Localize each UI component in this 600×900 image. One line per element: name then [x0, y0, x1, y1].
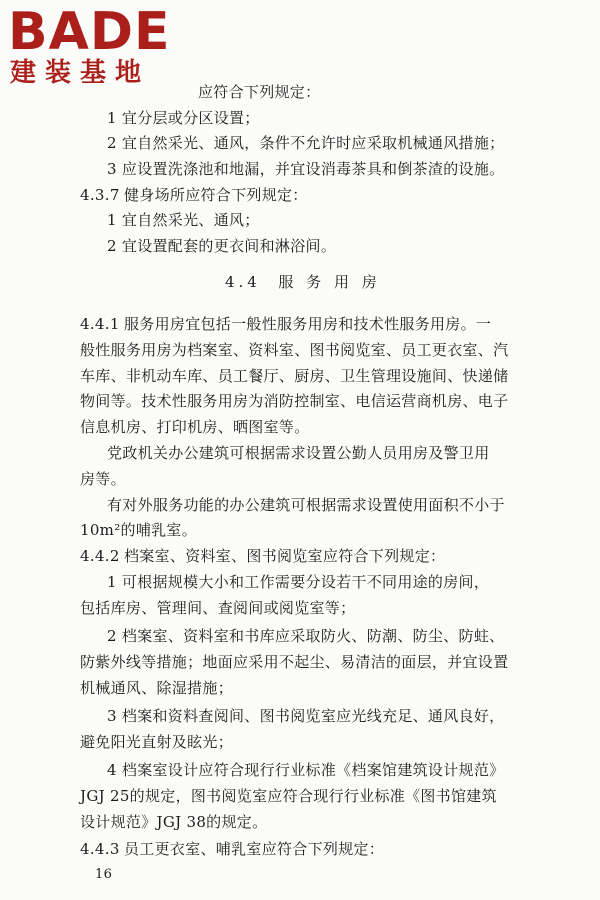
logo-text: BADE: [8, 2, 171, 62]
clause-441-para3: 10m²的哺乳室。: [80, 521, 198, 539]
clause-436-item-1: 1 宜分层或分区设置；: [107, 109, 260, 127]
clause-442-item-4: 设计规范》JGJ 38的规定。: [80, 813, 268, 831]
section-name: 服 务 用 房: [278, 273, 381, 291]
clause-442-item-3: 3 档案和资料查阅间、图书阅览室应光线充足、通风良好，: [107, 707, 505, 725]
clause-441-para2: 房等。: [80, 470, 126, 488]
page-number: 16: [95, 867, 113, 882]
clause-441-line: 物间等。技术性服务用房为消防控制室、电信运营商机房、电子: [80, 392, 509, 410]
clause-442-item-1: 包括库房、管理间、查阅间或阅览室等；: [80, 599, 356, 617]
clause-437-item-1: 1 宜自然采光、通风；: [107, 211, 260, 229]
clause-442-item-2: 2 档案室、资料室和书库应采取防火、防潮、防尘、防蛀、: [107, 627, 505, 645]
section-number: 4.4: [225, 273, 261, 291]
logo-subtitle: 建装基地: [10, 58, 151, 88]
section-title: [225, 272, 381, 292]
clause-437-item-2: 2 宜设置配套的更衣间和淋浴间。: [107, 237, 337, 255]
clause-442-item-2: 机械通风、除湿措施；: [80, 679, 234, 697]
clause-441-para3: 有对外服务功能的办公建筑可根据需求设置使用面积不小于: [107, 496, 505, 514]
clause-441: [80, 314, 491, 334]
clause-441-line: 服务用房宜包括一般性服务用房和技术性服务用房。一: [124, 315, 492, 333]
clause-442-number: 4.4.2: [80, 547, 120, 565]
clause-442-item-1: 1 可根据规模大小和工作需要分设若干不同用途的房间，: [107, 573, 490, 591]
clause-441-line: 车库、非机动车库、员工餐厅、厨房、卫生管理设施间、快递储: [80, 367, 509, 385]
clause-443: [80, 839, 384, 859]
clause-442: [80, 546, 445, 566]
clause-442-item-4: 4 档案室设计应符合现行行业标准《档案馆建筑设计规范》: [107, 761, 505, 779]
clause-443-text: 员工更衣室、哺乳室应符合下列规定：: [124, 840, 385, 858]
clause-442-item-3: 避免阳光直射及眩光；: [80, 733, 234, 751]
clause-442-item-2: 防紫外线等措施；地面应采用不起尘、易清洁的面层，并宜设置: [80, 653, 509, 671]
clause-441-number: 4.4.1: [80, 315, 120, 333]
clause-441-line: 信息机房、打印机房、晒图室等。: [80, 418, 310, 436]
clause-441-line: 般性服务用房为档案室、资料室、图书阅览室、员工更衣室、汽: [80, 341, 509, 359]
clause-436-item-3: 3 应设置洗涤池和地漏，并宜设消毒茶具和倒茶渣的设施。: [107, 160, 505, 178]
clause-436-item-2: 2 宜自然采光、通风，条件不允许时应采取机械通风措施；: [107, 134, 505, 152]
clause-443-number: 4.4.3: [80, 840, 120, 858]
clause-437-text: 健身场所应符合下列规定：: [124, 186, 308, 204]
watermark-logo: [8, 2, 171, 88]
clause-436-tail: 应符合下列规定：: [198, 83, 321, 101]
clause-437-number: 4.3.7: [80, 186, 120, 204]
clause-437: [80, 185, 308, 205]
clause-441-para2: 党政机关办公建筑可根据需求设置公勤人员用房及警卫用: [107, 444, 490, 462]
clause-442-text: 档案室、资料室、图书阅览室应符合下列规定：: [124, 547, 446, 565]
clause-442-item-4: JGJ 25的规定，图书阅览室应符合现行行业标准《图书馆建筑: [80, 787, 497, 805]
